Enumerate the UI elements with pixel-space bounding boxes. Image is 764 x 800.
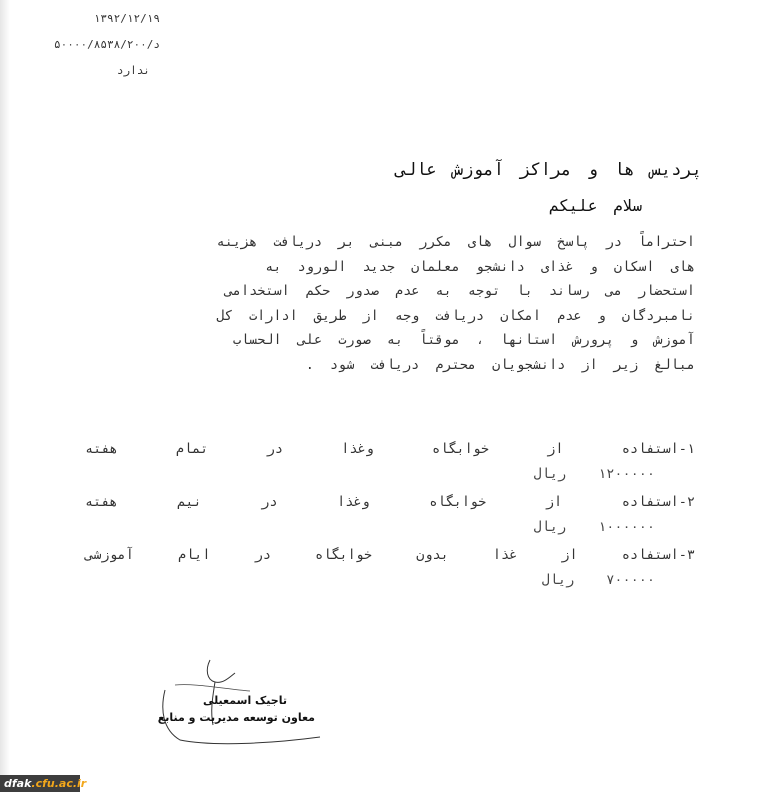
word: در: [261, 494, 278, 510]
word: هفته: [85, 494, 118, 510]
word: تمام: [175, 441, 209, 457]
word: بدون: [416, 547, 449, 563]
word: خوابگاه: [429, 494, 487, 510]
word: ۳-استفاده: [621, 547, 695, 563]
word: خوابگاه: [432, 441, 489, 457]
letter-recipient: پردیس ها و مراکز آموزش عالی: [395, 160, 702, 180]
word: در: [266, 441, 283, 457]
fee-list: [85, 437, 695, 596]
word: از: [545, 494, 563, 510]
letter-date: ۱۳۹۲/۱۲/۱۹: [93, 12, 160, 25]
fee-item-description: [85, 490, 695, 514]
letter-number: د/۵۰۰۰۰/۸۵۳۸/۲۰۰: [54, 38, 160, 51]
word: از: [547, 441, 564, 457]
fee-item-description: [85, 543, 695, 567]
fee-currency: ریال: [533, 519, 567, 535]
letter-greeting: سلام علیکم: [549, 196, 642, 215]
word: ۲-استفاده: [621, 494, 695, 510]
watermark-part1: dfak: [4, 777, 32, 790]
scan-edge-artifact: [0, 0, 10, 790]
signature-block: [155, 655, 325, 755]
word: از: [561, 547, 578, 563]
fee-item-price: [542, 568, 655, 592]
word: هفته: [85, 441, 118, 457]
word: در: [254, 547, 271, 563]
fee-amount: ۱۰۰۰۰۰۰: [598, 519, 655, 535]
letter-attachment: ندارد: [116, 64, 150, 77]
body-line: احتراماً در پاسخ سوال های مکرر مبنی بر دریافت هزینه: [216, 234, 695, 250]
body-line: مبالغ زیر از دانشجویان محترم دریافت شود .: [305, 356, 695, 373]
fee-currency: ریال: [533, 466, 567, 482]
word: ایام: [178, 547, 211, 563]
signatory-name: تاجیک اسمعیلی: [202, 694, 287, 707]
site-watermark: [0, 775, 87, 792]
fee-item-price: [534, 462, 655, 486]
word: غذا: [492, 547, 518, 563]
fee-item: [85, 437, 695, 490]
word: وغذا: [337, 494, 370, 510]
fee-item-price: [534, 515, 655, 539]
fee-currency: ریال: [541, 572, 575, 588]
word: خوابگاه: [315, 547, 373, 563]
fee-amount: ۱۲۰۰۰۰۰: [598, 466, 655, 482]
fee-amount: ۷۰۰۰۰۰: [606, 572, 655, 588]
fee-item: [85, 543, 695, 596]
word: وغذا: [341, 441, 374, 457]
signatory-title: معاون توسعه مدیریت و منابع: [157, 711, 315, 724]
fee-item: [85, 490, 695, 543]
body-line: نامبردگان و عدم امکان دریافت وجه از طریق ادارات کل: [216, 307, 695, 324]
letter-body: [85, 230, 695, 377]
word: ۱-استفاده: [621, 441, 695, 457]
body-line: آموزش و پرورش استانها ، موقتاً به صورت علی الحساب: [232, 332, 695, 348]
body-line: استحضار می رساند با توجه به عدم صدور حکم استخدامی: [224, 283, 695, 299]
word: نیم: [177, 494, 202, 510]
fee-item-description: [85, 437, 695, 461]
word: آموزشی: [85, 547, 134, 563]
watermark-part2: .cfu.ac.ir: [31, 777, 87, 790]
body-line: های اسکان و غذای دانشجو معلمان جدید الورود به: [265, 258, 695, 275]
